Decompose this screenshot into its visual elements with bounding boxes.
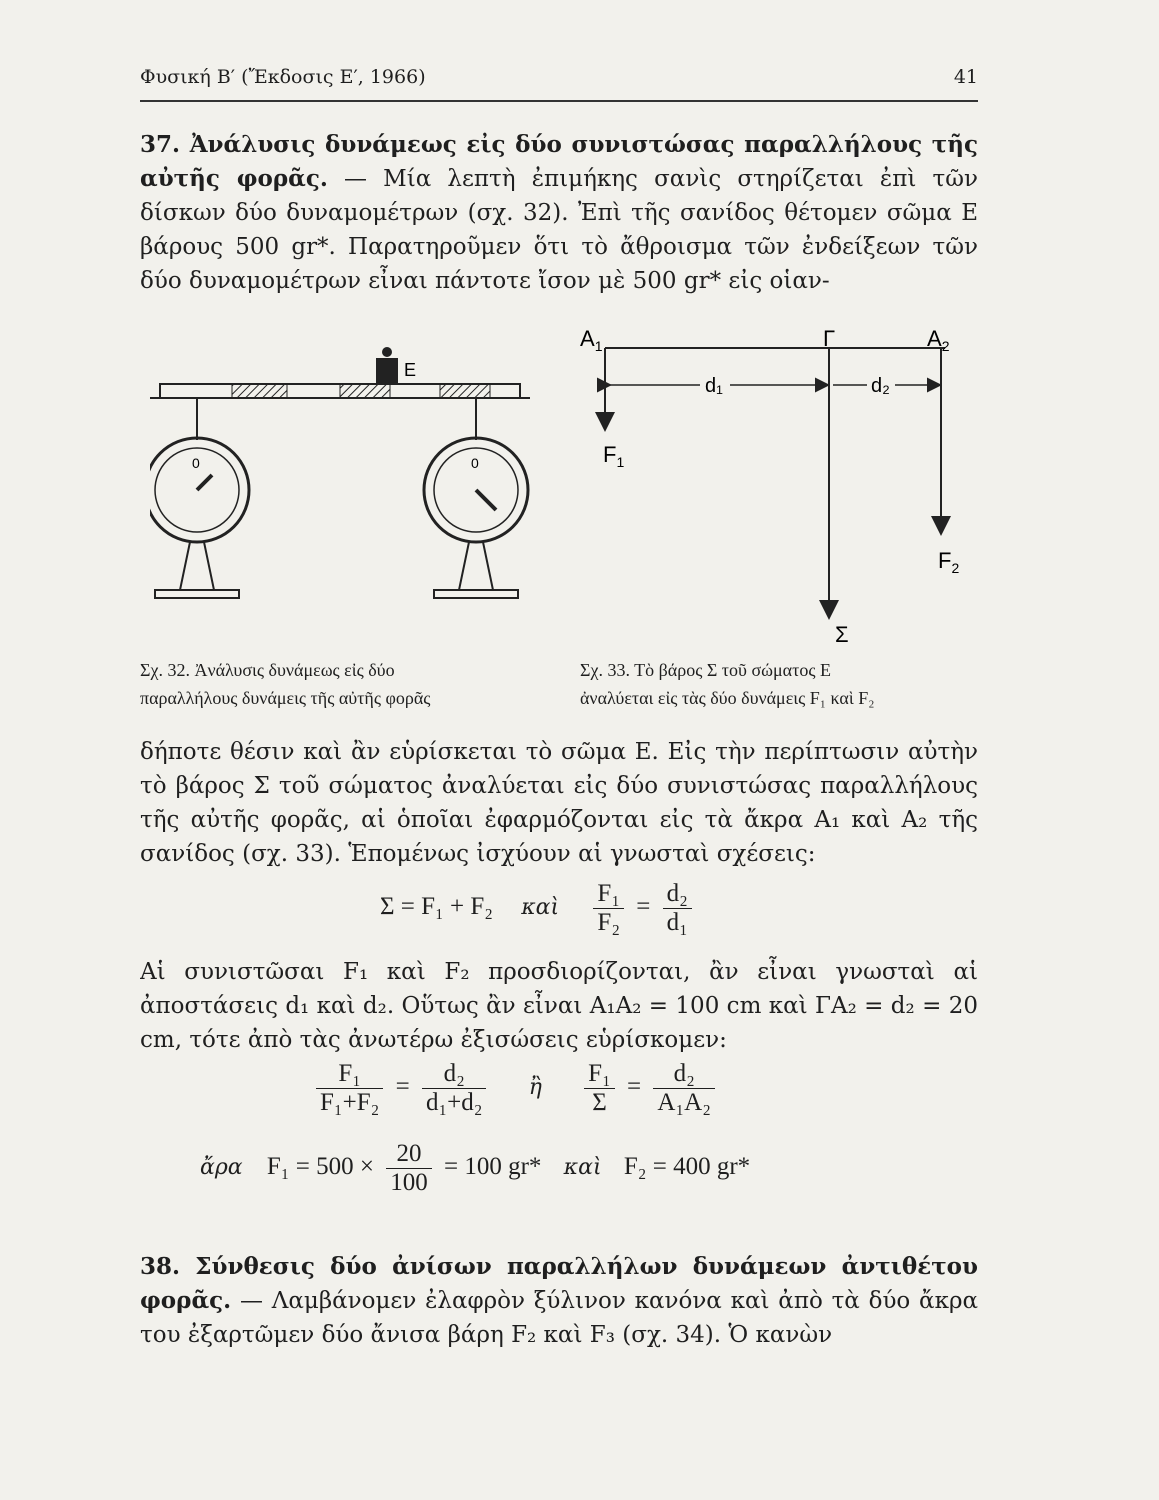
eq2-c-den: Σ — [592, 1089, 607, 1116]
figure-32-caption — [140, 656, 560, 712]
weight-body — [376, 358, 398, 384]
section-37-title: 37. Ἀνάλυσις δυνάμεως εἰς δύο συνιστώσας παραλλήλους τῆς αὐτῆς φορᾶς. — [140, 131, 978, 192]
left-base — [155, 590, 239, 598]
figure-32-caption-line1: Σχ. 32. Ἀνάλυσις δυνάμεως εἰς δύο — [140, 660, 395, 680]
eq3-kai: καὶ — [563, 1155, 602, 1181]
eq2-frac-c — [584, 1060, 615, 1117]
eq1-kai: καὶ — [521, 895, 560, 921]
eq2-or: ἢ — [528, 1075, 542, 1101]
paragraph-2: Αἱ συνιστῶσαι F₁ καὶ F₂ προσδιορίζονται, ἂν εἶναι γνωσταὶ αἱ ἀποστάσεις d₁ καὶ d₂. Οὕτως ἂν εἶναι Α₁Α₂ = 100 cm καὶ ΓΑ₂ = d₂ = 20 cm, τότε ἀπὸ τὰς ἀνωτέρω ἐξισώσεις εὑρίσκομεν: — [140, 959, 978, 1053]
label-d2: d₂ — [871, 375, 890, 397]
eq2-c-num: F₁ — [584, 1060, 615, 1089]
section-38-title: 38. Σύνθεσις δύο ἀνίσων παραλλήλων δυνάμεων ἀντιθέτου φορᾶς. — [140, 1253, 978, 1314]
eq3-part1: F₁ = 500 × — [266, 1153, 374, 1181]
figure-33-caption-line1: Σχ. 33. Τὸ βάρος Σ τοῦ σώματος Ε — [580, 660, 831, 680]
section-37-body-start: — Μία λεπτὴ ἐπιμήκης σανὶς στηρίζεται ἐπὶ τῶν δίσκων δύο δυναμομέτρων (σχ. 32). Ἐπὶ τῆς σανίδος θέτομεν σῶμα Ε βάρους 500 gr*. Παρατηροῦμεν ὅτι τὸ ἄθροισμα τῶν ἐνδείξεων τῶν δύο δυναμομέτρων εἶναι πάντοτε ἴσον μὲ 500 gr* εἰς οἱαν- — [140, 166, 978, 294]
eq3-frac-num: 20 — [386, 1140, 432, 1169]
right-stand — [459, 542, 493, 590]
eq3-part2: = 100 gr* — [443, 1153, 542, 1181]
label-A1: $A_1$ — [580, 326, 603, 354]
weight-label: E — [404, 360, 417, 380]
left-stand — [180, 542, 214, 590]
eq1-lhs-num: F₁ — [593, 880, 624, 909]
section-37-intro — [140, 128, 978, 318]
eq2-frac-a — [316, 1060, 383, 1117]
plank-hatch-2 — [340, 384, 390, 398]
eq1-sum: Σ = F₁ + F₂ — [380, 893, 493, 921]
eq3-ara: ἄρα — [200, 1155, 243, 1181]
label-Gamma: Γ — [823, 326, 836, 351]
eq2-b-num: d₂ — [422, 1060, 487, 1089]
weight-hook — [382, 347, 392, 357]
eq2-d-num: d₂ — [653, 1060, 715, 1089]
label-F2: $F_2$ — [938, 548, 960, 576]
eq1-rhs-den: d₁ — [666, 909, 688, 936]
label-d1: d₁ — [705, 375, 723, 397]
eq3-part3: F₂ = 400 gr* — [623, 1153, 751, 1181]
right-dial-zero: 0 — [471, 455, 479, 471]
section-38 — [140, 1250, 978, 1360]
section-38-body: — Λαμβάνομεν ἐλαφρὸν ξύλινον κανόνα καὶ ἀπὸ τὰ δύο ἄκρα του ἐξαρτῶμεν δύο ἄνισα βάρη F₂ καὶ F₃ (σχ. 34). Ὁ κανὼν — [140, 1288, 978, 1348]
right-needle — [476, 490, 496, 510]
plank-hatch-3 — [440, 384, 490, 398]
right-base — [434, 590, 518, 598]
label-A2: $A_2$ — [927, 326, 950, 354]
eq2-frac-b — [422, 1060, 487, 1117]
equation-2: $\frac{\text{F₁}}{\text{F₁+F₂}}$ = $\frac{\text{d₂}}{\text{d₁+d₂}}$ ἢ $\frac{\text{F₁}}{\Sigma}$ = $\frac{\text{d₂}}{\text{A₁A₂}}$ — [310, 1060, 721, 1117]
figure-33-caption — [580, 656, 980, 712]
eq2-a-den: F₁+F₂ — [320, 1089, 380, 1116]
eq1-lhs-den: F₂ — [597, 909, 621, 936]
figure-32-dynamometers — [150, 340, 530, 610]
eq2-b-den: d₁+d₂ — [425, 1089, 483, 1116]
eq3-frac-den: 100 — [390, 1169, 428, 1196]
eq1-ratio-d — [663, 880, 692, 937]
eq1-ratio-F — [593, 880, 624, 937]
eq2-d-den: A₁A₂ — [657, 1089, 711, 1116]
eq2-a-num: F₁ — [316, 1060, 383, 1089]
label-Sigma: Σ — [835, 622, 849, 647]
section-37-continuation: δήποτε θέσιν καὶ ἂν εὑρίσκεται τὸ σῶμα Ε. Εἰς τὴν περίπτωσιν αὐτὴν τὸ βάρος Σ τοῦ σώματος ἀναλύεται εἰς δύο συνιστώσας παραλλήλους τῆς αὐτῆς φορᾶς, αἱ ὁποῖαι ἐφαρμόζονται εἰς τὰ ἄκρα Α₁ καὶ Α₂ τῆς σανίδος (σχ. 33). Ἑπομένως ἰσχύουν αἱ γνωσταὶ σχέσεις: — [140, 739, 978, 867]
figure-33-caption-line2: ἀναλύεται εἰς τὰς δύο δυνάμεις F₁ καὶ F₂ — [580, 688, 875, 708]
equation-1: Σ = F₁ + F₂ καὶ $\frac{\text{F₁}}{\text{F₂}}$ = $\frac{\text{d₂}}{\text{d₁}}$ — [380, 880, 698, 937]
eq3-fraction — [386, 1140, 432, 1197]
label-F1: $F_1$ — [603, 442, 625, 470]
equation-3 — [200, 1140, 750, 1197]
page-header — [140, 60, 978, 102]
left-dial-zero: 0 — [192, 455, 200, 471]
figure-33-force-diagram — [575, 320, 975, 650]
eq1-rhs-num: d₂ — [663, 880, 692, 909]
page-number: 41 — [953, 66, 978, 88]
eq2-frac-d — [653, 1060, 715, 1117]
running-title: Φυσική Β′ (Ἔκδοσις Ε′, 1966) — [140, 66, 426, 88]
figure-32-caption-line2: παραλλήλους δυνάμεις τῆς αὐτῆς φορᾶς — [140, 688, 431, 708]
left-needle — [197, 475, 212, 490]
plank-hatch-1 — [232, 384, 287, 398]
